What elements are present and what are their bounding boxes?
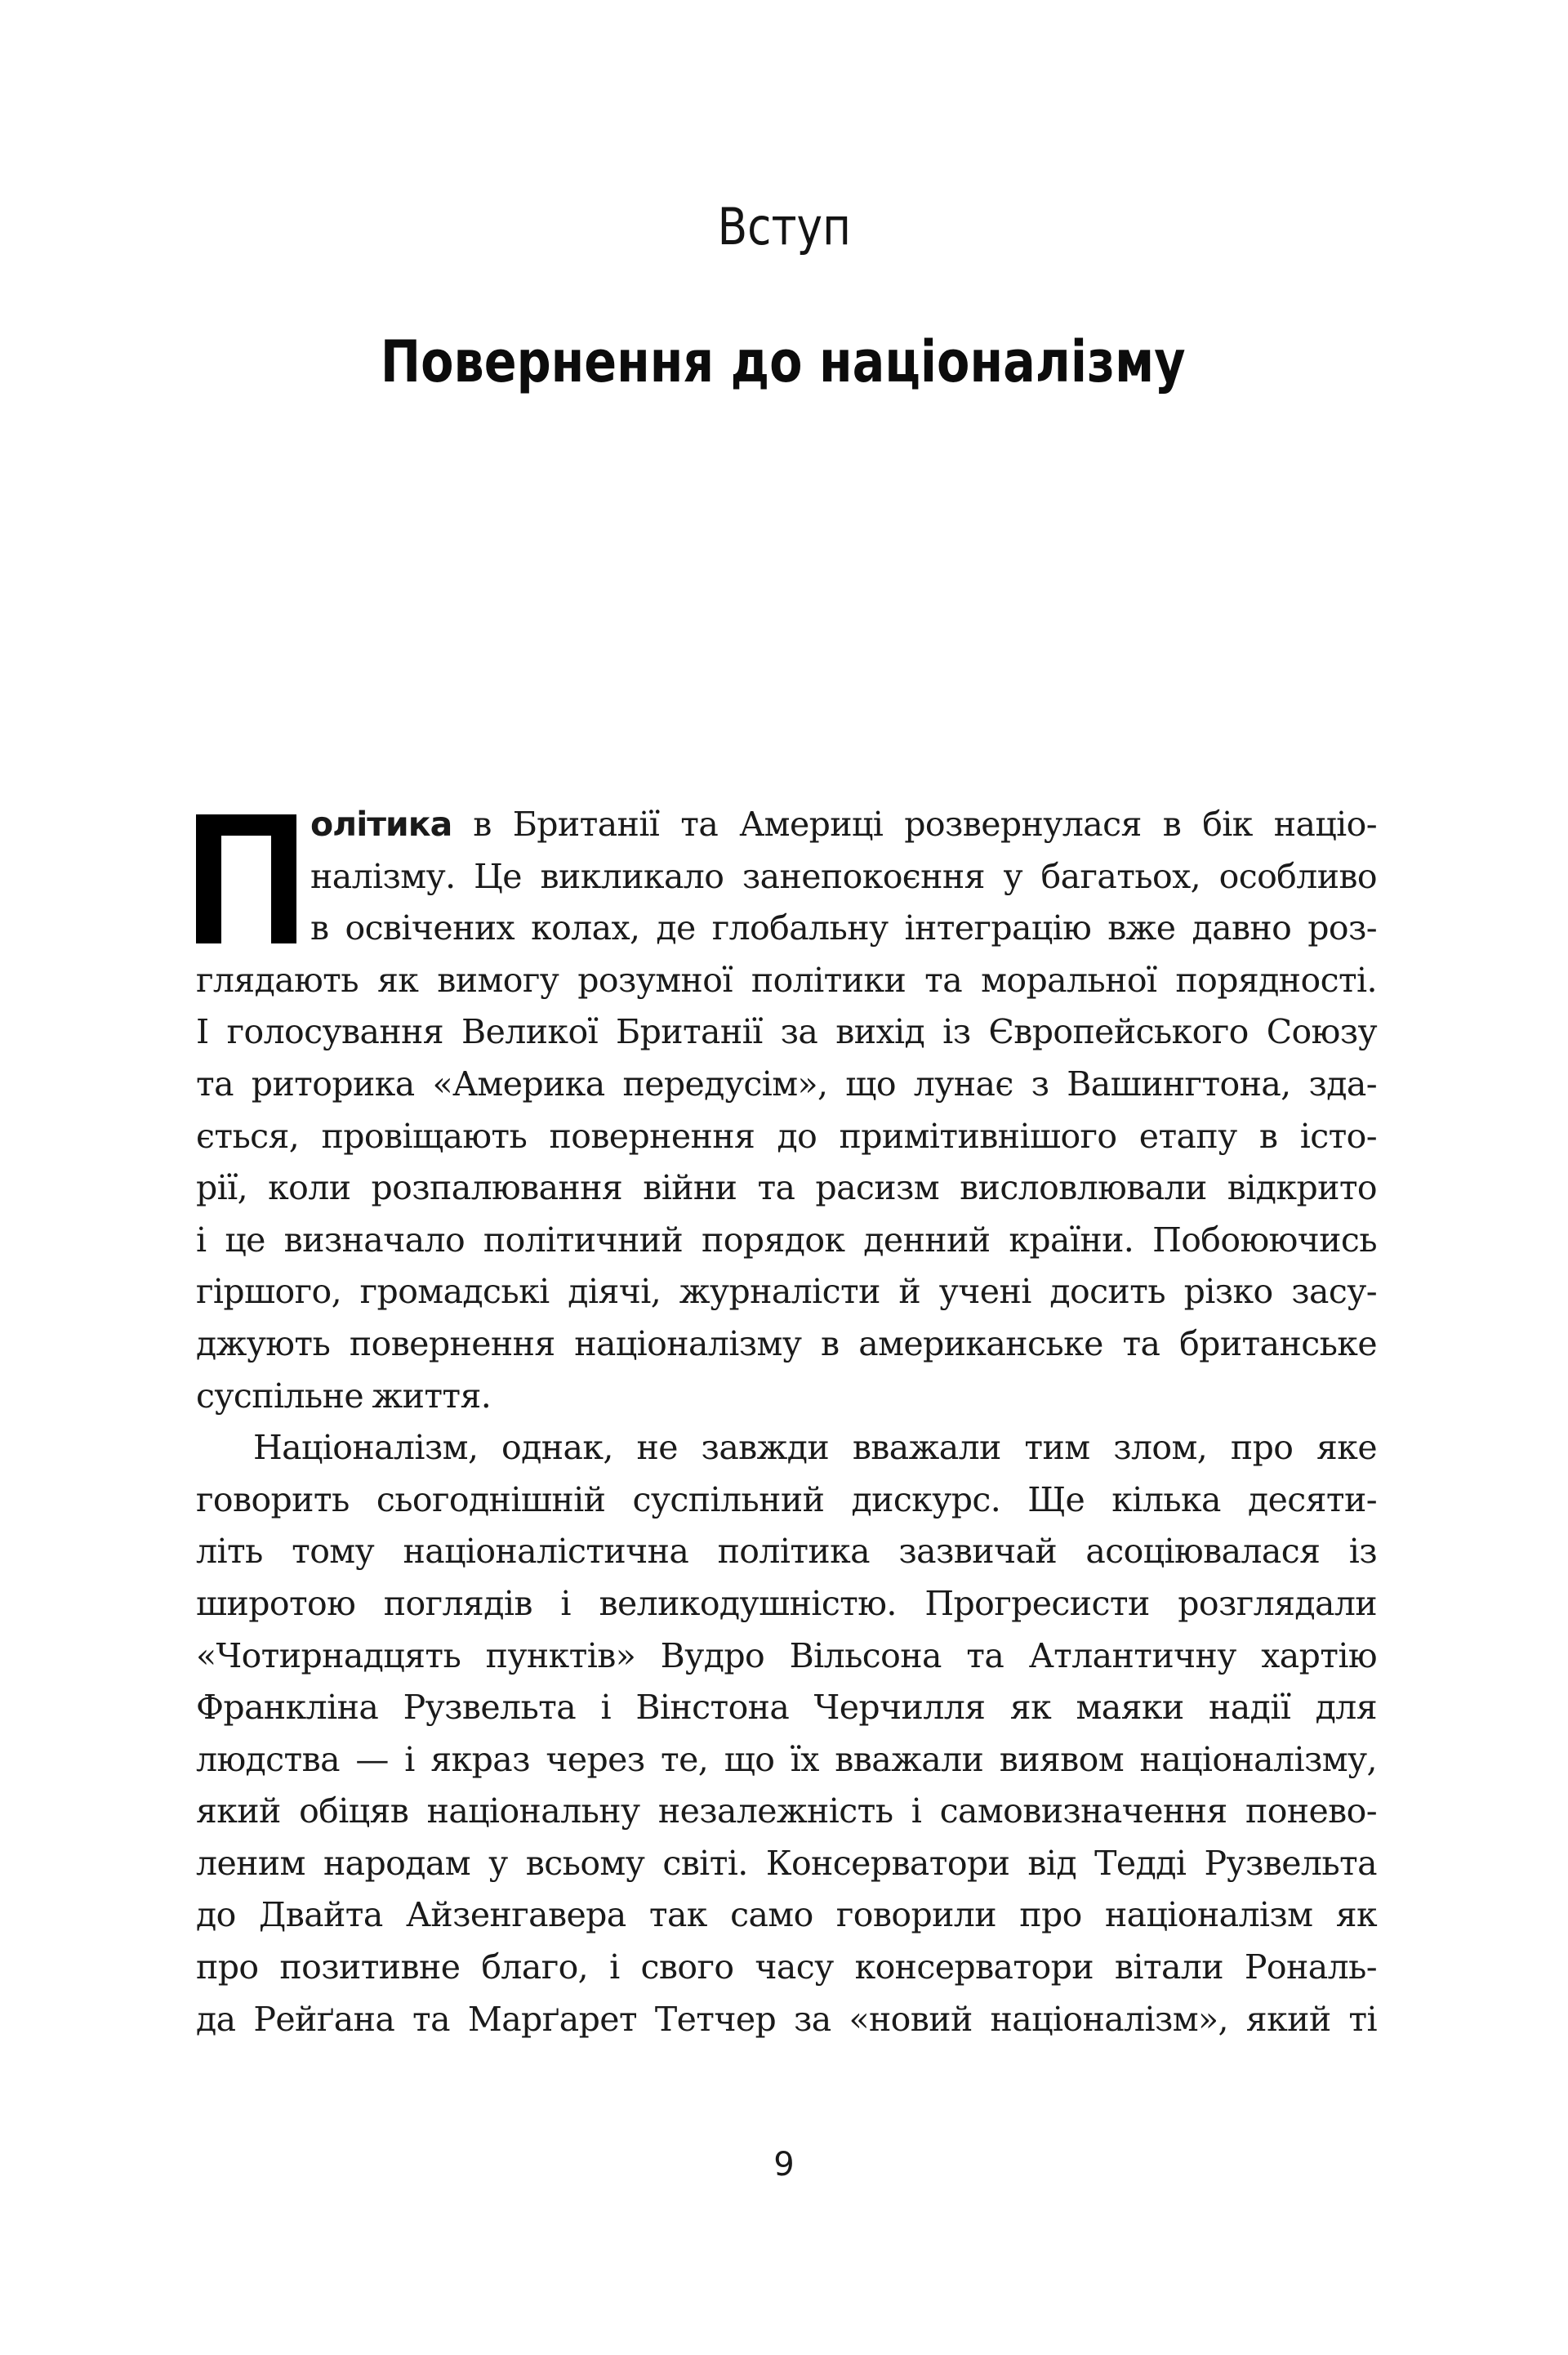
text-line: про позитивне благо, і свого часу консерватори вітали Рональ- [196,1947,1377,1987]
text-line: леним народам у всьому світі. Консерватори від Тедді Рузвельта [196,1843,1377,1883]
text-line: да Рейґана та Марґарет Тетчер за «новий націоналізм», який ті [196,1999,1377,2039]
text-line: говорить сьогоднішній суспільний дискурс. Ще кілька десяти- [196,1479,1377,1519]
text-line: та риторика «Америка передусім», що лунає з Вашингтона, зда- [196,1064,1377,1104]
text-line: суспільне життя. [196,1376,492,1416]
body-text [196,799,1377,2045]
text-line [196,799,1377,851]
page-number: 9 [773,2146,795,2183]
paragraph-1 [196,799,1377,1422]
paragraph-2 [196,1422,1377,2045]
chapter-title: Повернення до націоналізму [380,328,1186,395]
text-line: глядають як вимогу розумної політики та моральної порядності. [196,960,1377,1000]
text-line: джують повернення націоналізму в американське та британське [196,1323,1377,1363]
text-line: який обіцяв національну незалежність і самовизначення понево- [196,1791,1377,1831]
chapter-label: Вступ [717,197,851,256]
text-line: широтою поглядів і великодушністю. Прогресисти розглядали [196,1583,1377,1623]
text-line: І голосування Великої Британії за вихід із Європейського Союзу [196,1012,1377,1052]
text-line: рії, коли розпалювання війни та расизм висловлювали відкрито [196,1168,1377,1208]
text-line: Франкліна Рузвельта і Вінстона Черчилля як маяки надії для [196,1688,1377,1728]
text-line: ється, провіщають повернення до примітивнішого етапу в істо- [196,1116,1377,1156]
text-line-content: в Британії та Америці розвернулася в бік націо- [452,805,1377,844]
text-line: і це визначало політичний порядок денний країни. Побоюючись [196,1220,1377,1260]
lead-in-bold: олітика [310,805,452,844]
text-line: до Двайта Айзенгавера так само говорили про націоналізм як [196,1895,1377,1935]
text-line: «Чотирнадцять пунктів» Вудро Вільсона та Атлантичну хартію [196,1635,1377,1675]
text-line: налізму. Це викликало занепокоєння у багатьох, особливо [310,856,1377,896]
text-line: людства — і якраз через те, що їх вважали виявом націоналізму, [196,1739,1377,1779]
text-line: гіршого, громадські діячі, журналісти й учені досить різко засу- [196,1272,1377,1312]
text-line: в освічених колах, де глобальну інтеграцію вже давно роз- [310,908,1377,948]
text-line: Націоналізм, однак, не завжди вважали тим злом, про яке [253,1428,1377,1468]
text-line: літь тому націоналістична політика зазвичай асоціювалася із [196,1532,1377,1572]
